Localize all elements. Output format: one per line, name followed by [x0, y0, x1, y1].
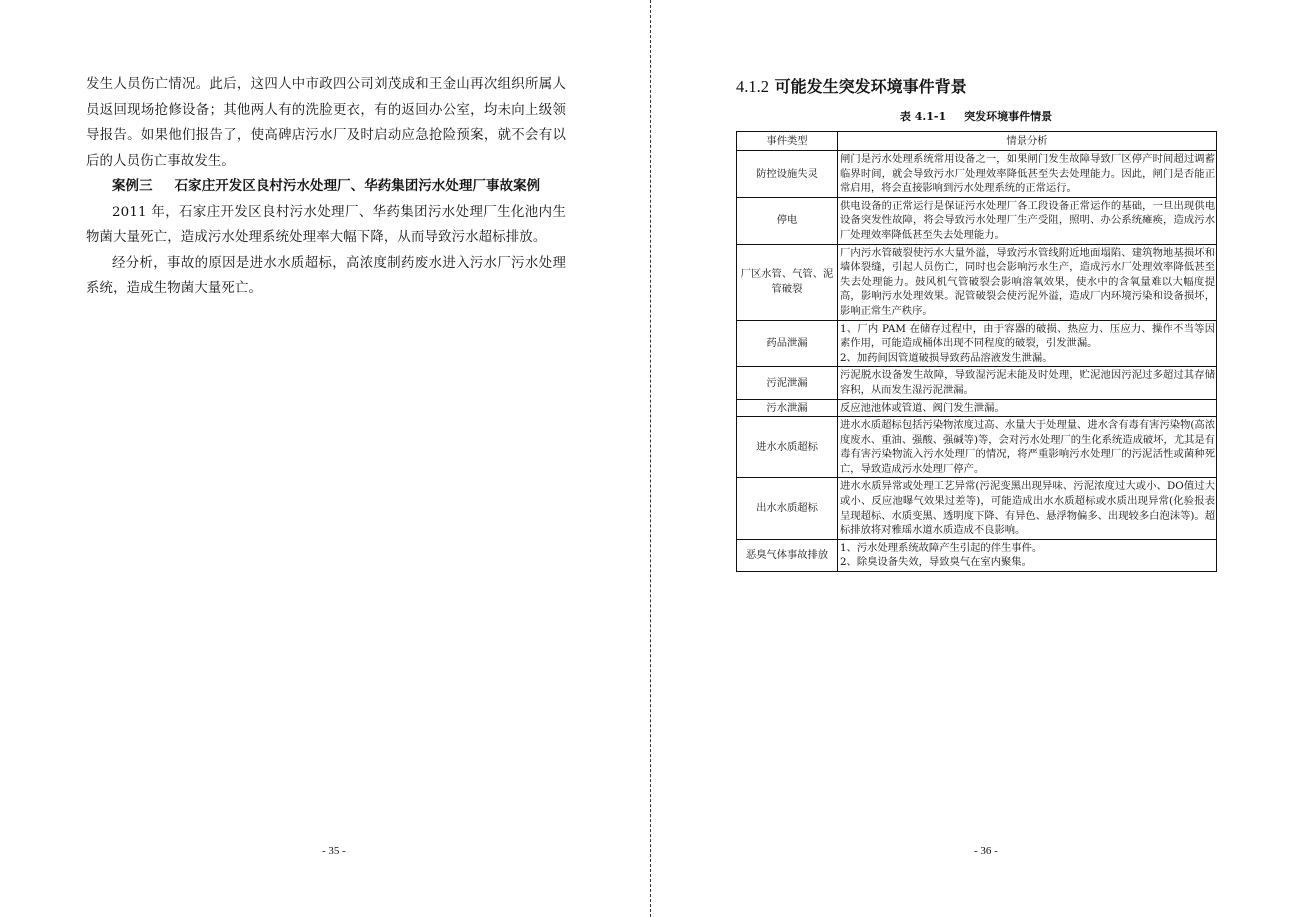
table-row [737, 320, 1217, 367]
table-header-row [737, 132, 1217, 151]
section-title: 可能发生突发环境事件背景 [774, 77, 967, 96]
scenario-cell [838, 367, 1217, 399]
page-number: - 36 - [974, 845, 998, 857]
case-title: 石家庄开发区良村污水处理厂、华药集团污水处理厂事故案例 [174, 178, 541, 194]
scenario-text: 进水水质异常或处理工艺异常(污泥变黑出现异味、污泥浓度过大或小、DO值过大或小、反应池曝气效果过差等)，可能造成出水水质超标或水质出现异常(化验报表呈现超标、水质变黑、透明度下降、有异色、悬浮物偏多、出现较多白泡沫等)。超标排放将对雅瑶水道水质造成不良影响。 [840, 480, 1215, 537]
event-type-cell: 停电 [737, 197, 838, 244]
table-row [737, 539, 1217, 571]
table-row [737, 151, 1217, 198]
section-number: 4.1.2 [736, 77, 769, 96]
paragraph: 2011 年，石家庄开发区良村污水处理厂、华药集团污水处理厂生化池内生物菌大量死亡，造成污水处理系统处理率大幅下降，从而导致污水超标排放。 [86, 204, 566, 245]
table-header-cell: 事件类型 [737, 132, 838, 151]
paragraph: 经分析，事故的原因是进水水质超标，高浓度制药废水进入污水厂污水处理系统，造成生物菌大量死亡。 [86, 255, 566, 296]
table-number: 表 4.1-1 [899, 110, 947, 123]
scenario-cell [838, 478, 1217, 539]
event-type-cell: 防控设施失灵 [737, 151, 838, 198]
table-header-cell: 情景分析 [838, 132, 1217, 151]
scenario-cell [838, 417, 1217, 478]
left-page-body [86, 72, 566, 302]
event-type-cell: 进水水质超标 [737, 417, 838, 478]
scenario-text: 2、加药间因管道破损导致药品溶液发生泄漏。 [840, 351, 1053, 364]
scenario-cell [838, 320, 1217, 367]
table-row [737, 197, 1217, 244]
scenario-text: 反应池池体或管道、阀门发生泄漏。 [840, 401, 1005, 414]
table-row [737, 399, 1217, 417]
scenario-cell [838, 244, 1217, 320]
case-heading [86, 174, 566, 200]
scenario-text: 进水水质超标包括污染物浓度过高、水量大于处理量、进水含有毒有害污染物(高浓度废水、重油、强酸、强碱等)等，会对污水处理厂的生化系统造成破坏，尤其是有毒有害污染物流入污水处理厂的情况，将严重影响污水处理厂的污泥活性或菌种死亡，导致造成污水处理厂停产。 [840, 419, 1215, 475]
table-title: 突发环境事件情景 [964, 110, 1053, 123]
case-label: 案例三 [112, 178, 153, 194]
scenario-cell [838, 399, 1217, 417]
scenario-text: 1、厂内 PAM 在储存过程中，由于容器的破损、热应力、压应力、操作不当等因素作用，可能造成桶体出现不同程度的破裂，引发泄漏。 [840, 322, 1215, 350]
scenario-text: 厂内污水管破裂使污水大量外溢，导致污水管线附近地面塌陷、建筑物地基损坏和墙体裂缝，引起人员伤亡，同时也会影响污水生产，造成污水厂处理效率降低甚至失去处理能力。鼓风机气管破裂会影响溶氧效果，使水中的含氧量难以大幅度提高，影响污水处理效果。泥管破裂会使污泥外溢，造成厂内环境污染和设备损坏，影响正常生产秩序。 [840, 246, 1215, 317]
event-type-cell: 药品泄漏 [737, 320, 838, 367]
left-page [0, 0, 650, 917]
scenario-text: 1、污水处理系统故障产生引起的伴生事件。 [840, 541, 1043, 554]
table-caption [736, 108, 1216, 124]
event-type-cell: 厂区水管、气管、泥管破裂 [737, 244, 838, 320]
page-number: - 35 - [322, 845, 346, 857]
event-scenario-table [736, 131, 1217, 572]
table-row [737, 478, 1217, 539]
scenario-text: 闸门是污水处理系统常用设备之一，如果闸门发生故障导致厂区停产时间超过调蓄临界时间，就会导致污水厂处理效率降低甚至失去处理能力。因此，闸门是否能正常启用，将会直接影响到污水处理系统的正常运行。 [840, 153, 1215, 195]
table-row [737, 417, 1217, 478]
event-type-cell: 恶臭气体事故排放 [737, 539, 838, 571]
table-row [737, 367, 1217, 399]
paragraph: 发生人员伤亡情况。此后，这四人中市政四公司刘茂成和王金山再次组织所属人员返回现场抢修设备；其他两人有的洗脸更衣，有的返回办公室，均未向上级领导报告。如果他们报告了，使高碑店污水厂及时启动应急抢险预案，就不会有以后的人员伤亡事故发生。 [86, 77, 566, 169]
scenario-cell [838, 539, 1217, 571]
scenario-cell [838, 197, 1217, 244]
right-page [651, 0, 1301, 917]
table-row [737, 244, 1217, 320]
event-type-cell: 污水泄漏 [737, 399, 838, 417]
event-type-cell: 出水水质超标 [737, 478, 838, 539]
event-type-cell: 污泥泄漏 [737, 367, 838, 399]
scenario-text: 供电设备的正常运行是保证污水处理厂各工段设备正常运作的基础，一旦出现供电设备突发性故障，将会导致污水处理厂生产受阻，照明、办公系统瘫痪，造成污水厂处理效率降低甚至失去处理能力。 [840, 199, 1215, 241]
scenario-text: 2、除臭设备失效，导致臭气在室内聚集。 [840, 556, 1032, 569]
section-heading [736, 74, 967, 97]
scenario-cell [838, 151, 1217, 198]
scenario-text: 污泥脱水设备发生故障，导致湿污泥未能及时处理，贮泥池因污泥过多超过其存储容积，从而发生湿污泥泄漏。 [840, 369, 1215, 396]
